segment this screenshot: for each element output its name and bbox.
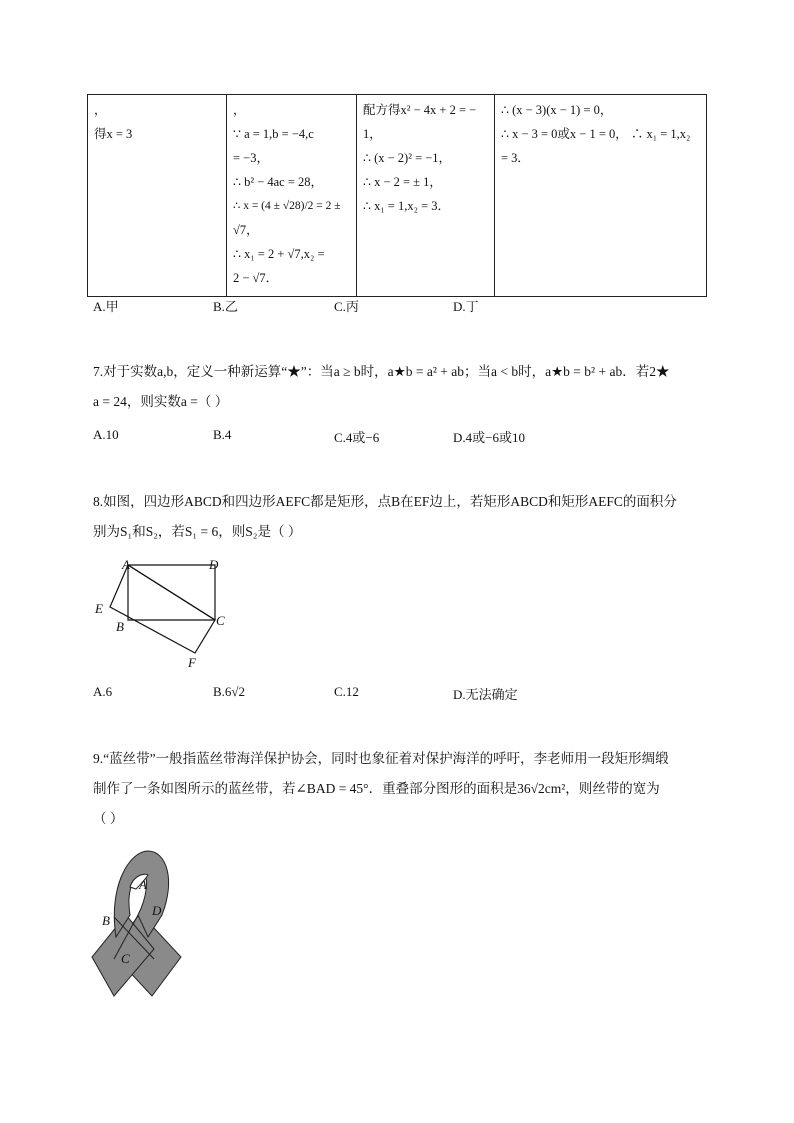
- question-line: 7.对于实数a,b，定义一种新运算“★”：当a ≥ b时，a★b = a² + ab；当a < b时，a★b = b² + ab．若2★: [93, 364, 670, 379]
- cell-line: 2 − √7．: [233, 271, 279, 285]
- label-a: A: [122, 557, 130, 572]
- cell-line: ∴ (x − 3)(x − 1) = 0，: [501, 103, 613, 117]
- option-d[interactable]: D.无法确定: [453, 687, 518, 702]
- cell-line: ∴ x − 2 = ± 1，: [363, 175, 442, 189]
- question-9: [93, 744, 713, 834]
- label-b: B: [102, 913, 110, 928]
- solution-cell-jia: [88, 95, 227, 297]
- cell-line: ∴ b² − 4ac = 28，: [233, 175, 324, 189]
- option-c[interactable]: C.12: [334, 684, 359, 699]
- option-a[interactable]: A.甲: [93, 299, 119, 314]
- question-line: 制作了一条如图所示的蓝丝带，若∠BAD = 45°．重叠部分图形的面积是36√2cm²，则丝带的宽为: [93, 781, 660, 796]
- cell-line: ，: [94, 103, 107, 117]
- option-d[interactable]: D.丁: [453, 299, 479, 314]
- option-a[interactable]: A.6: [93, 684, 113, 699]
- label-d: D: [209, 557, 219, 572]
- option-b[interactable]: B.乙: [213, 299, 238, 314]
- question-line: 8.如图，四边形ABCD和四边形AEFC都是矩形，点B在EF边上，若矩形ABCD和矩形AEFC的面积分: [93, 494, 677, 509]
- option-a[interactable]: A.10: [93, 427, 119, 442]
- label-b: B: [116, 619, 124, 634]
- rectangles-figure: [88, 555, 248, 673]
- option-b[interactable]: B.6√2: [213, 684, 246, 699]
- option-b[interactable]: B.4: [213, 427, 232, 442]
- label-d: D: [152, 903, 162, 918]
- cell-line: ∵ a = 1,b = −4,c: [233, 127, 314, 141]
- label-f: F: [188, 655, 196, 670]
- cell-line: 1，: [363, 127, 382, 141]
- cell-line: ，: [233, 103, 246, 117]
- question-line: 9.“蓝丝带”一般指蓝丝带海洋保护协会，同时也象征着对保护海洋的呼吁，李老师用一段矩形绸缎: [93, 751, 669, 766]
- cell-line: = −3，: [233, 151, 269, 165]
- cell-line: ∴ (x − 2)² = −1，: [363, 151, 452, 165]
- option-c[interactable]: C.丙: [334, 299, 359, 314]
- cell-line: 配方得x² − 4x + 2 = −: [363, 103, 477, 117]
- rectangle-aefc: [110, 565, 215, 653]
- solution-table: [87, 94, 707, 297]
- question-line: （ ）: [93, 811, 124, 826]
- solution-cell-yi: [227, 95, 357, 297]
- cell-line: √7，: [233, 223, 259, 237]
- solution-cell-ding: [495, 95, 707, 297]
- table-row: [88, 95, 707, 297]
- q7-options: [93, 427, 693, 447]
- cell-line: ∴ x₁ = 2 + √7,x₂ =: [233, 247, 325, 261]
- label-a: A: [139, 877, 147, 892]
- option-d[interactable]: D.4或−6或10: [453, 430, 525, 445]
- cell-line: ∴ x = (4 ± √28)/2 = 2 ±: [233, 200, 341, 212]
- label-c: C: [216, 613, 225, 628]
- option-c[interactable]: C.4或−6: [334, 430, 380, 445]
- cell-line: ∴ x₁ = 1,x₂ = 3．: [363, 199, 451, 213]
- ribbon-figure: [90, 845, 186, 1001]
- question-8: [93, 487, 713, 547]
- q8-options: [93, 684, 693, 704]
- question-7: [93, 357, 713, 417]
- solution-cell-bing: [357, 95, 495, 297]
- label-c: C: [121, 951, 130, 966]
- question-line: 别为S₁和S₂，若S₁ = 6，则S₂是（ ）: [93, 524, 302, 539]
- label-e: E: [95, 601, 103, 616]
- question-line: a = 24，则实数a =（ ）: [93, 394, 229, 409]
- diagonal-ac: [128, 565, 215, 620]
- cell-line: 得x = 3: [94, 127, 133, 141]
- cell-line: = 3．: [501, 151, 530, 165]
- q6-options: [93, 296, 693, 316]
- cell-line: ∴ x − 3 = 0或x − 1 = 0， ∴ x₁ = 1,x₂: [501, 127, 691, 141]
